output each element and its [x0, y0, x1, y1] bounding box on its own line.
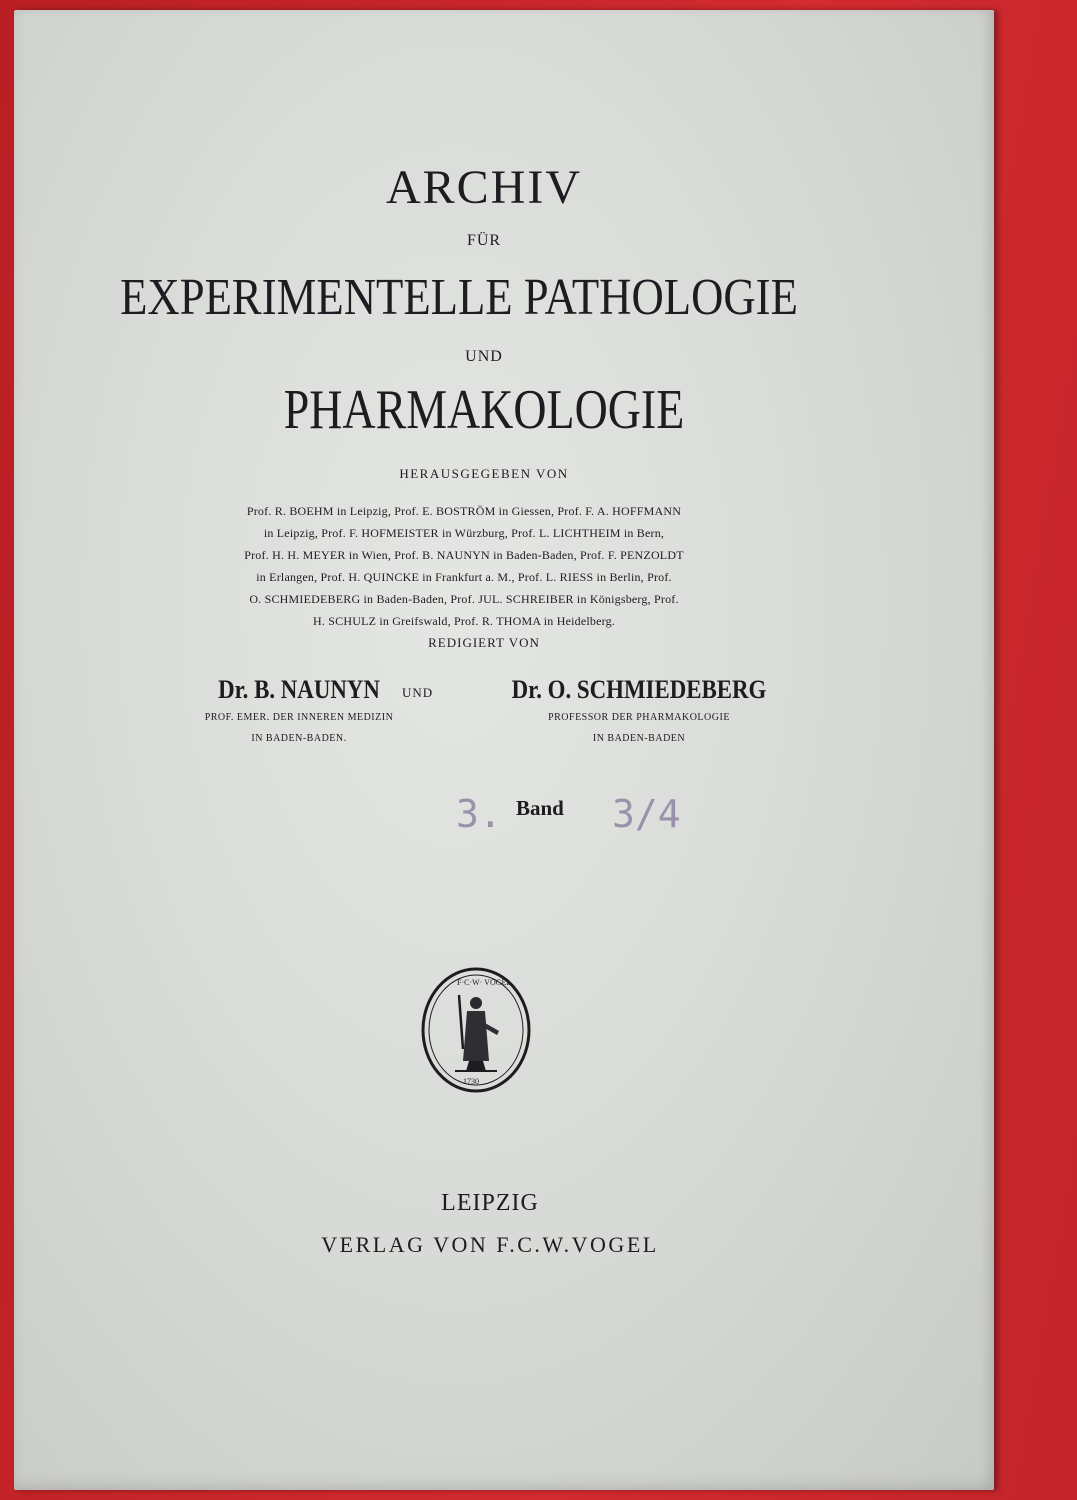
- editor-name: Dr. B. NAUNYN: [218, 675, 380, 704]
- publication-place: LEIPZIG: [441, 1190, 539, 1216]
- title-experimentelle-pathologie: EXPERIMENTELLE PATHOLOGIE: [120, 269, 798, 326]
- seal-year: 1730: [463, 1077, 479, 1086]
- title-pharmakologie: PHARMAKOLOGIE: [283, 379, 685, 441]
- volume-band: [434, 790, 734, 840]
- herausgegeben-von: HERAUSGEGEBEN VON: [399, 466, 569, 481]
- editor-location: IN BADEN-BADEN.: [251, 733, 347, 744]
- redigiert-von: REDIGIERT VON: [428, 635, 540, 650]
- stamp-issue-number: 3.: [456, 792, 502, 836]
- title-fuer: FÜR: [466, 232, 502, 249]
- editor-name: Dr. O. SCHMIEDEBERG: [511, 675, 767, 704]
- title-und: UND: [465, 348, 503, 365]
- editors-line: O. SCHMIEDEBERG in Baden-Baden, Prof. JUL. SCHREIBER in Königsberg, Prof.: [249, 592, 679, 606]
- editor-location: IN BADEN-BADEN: [592, 733, 686, 744]
- editors-line: Prof. R. BOEHM in Leipzig, Prof. E. BOSTRÖM in Giessen, Prof. F. A. HOFFMANN: [246, 504, 682, 518]
- stamp-volume-number: 3/4: [612, 792, 681, 836]
- editors-und: UND: [402, 685, 434, 700]
- editor-schmiedeberg: [484, 675, 794, 747]
- band-label: Band: [516, 796, 564, 820]
- editors-line: in Leipzig, Prof. F. HOFMEISTER in Würzburg, Prof. L. LICHTHEIM in Bern,: [263, 526, 665, 540]
- editor-title: PROFESSOR DER PHARMAKOLOGIE: [548, 712, 730, 723]
- seal-text-top: F·C·W· VOGEL: [457, 978, 512, 987]
- editors-line: in Erlangen, Prof. H. QUINCKE in Frankfurt a. M., Prof. L. RIESS in Berlin, Prof.: [256, 570, 672, 584]
- publisher-name: VERLAG VON F.C.W.VOGEL: [321, 1232, 659, 1257]
- editors-line: H. SCHULZ in Greifswald, Prof. R. THOMA in Heidelberg.: [313, 614, 615, 628]
- publisher-seal-icon: [419, 965, 534, 1095]
- editor-title: PROF. EMER. DER INNEREN MEDIZIN: [204, 712, 394, 723]
- journal-cover: [14, 10, 994, 1490]
- editors-list: [164, 500, 764, 632]
- title-archiv: ARCHIV: [385, 161, 582, 214]
- editors-line: Prof. H. H. MEYER in Wien, Prof. B. NAUNYN in Baden-Baden, Prof. F. PENZOLDT: [244, 548, 684, 562]
- editor-naunyn: [174, 675, 424, 747]
